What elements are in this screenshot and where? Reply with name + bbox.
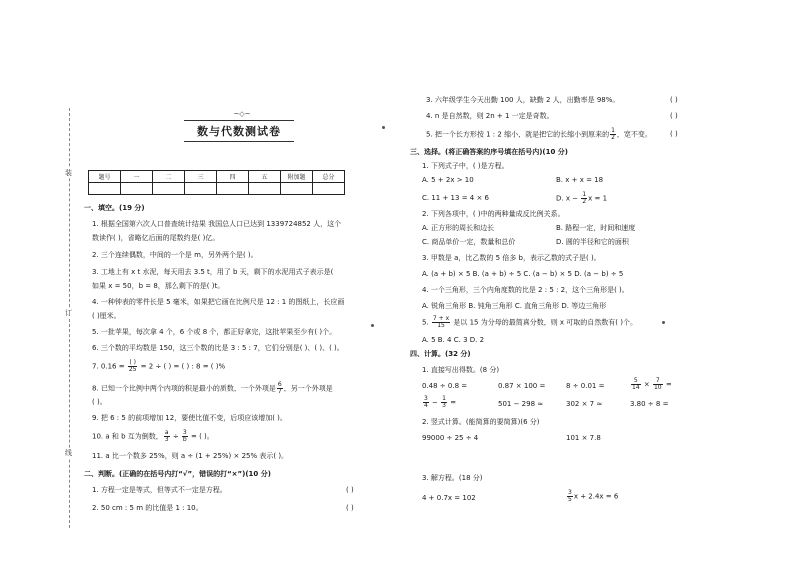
choice-4: 4. 一个三角形，三个内角度数的比是 2 : 5 : 2，这个三角形是( )。 <box>422 286 629 294</box>
question-4-line-1: 4. 一种钟表的零件长是 5 毫米，如果把它画在比例尺是 12 : 1 的图纸上，长应画 <box>92 298 345 306</box>
fraction-denominator: 4 <box>424 402 428 409</box>
fraction-numerator: 1 <box>442 395 446 402</box>
choice-3: 3. 甲数是 a，比乙数的 5 倍多 b，表示乙数的式子是( )。 <box>422 254 601 262</box>
score-table-header: 题号 <box>89 171 121 183</box>
section-4-title: 四、计算。(32 分) <box>410 350 471 358</box>
fraction <box>567 490 573 503</box>
score-cell[interactable] <box>121 183 153 195</box>
question-4-line-2: ( )厘米。 <box>92 312 121 320</box>
question-8-line-2: ( )。 <box>92 398 107 406</box>
judge-5-suffix: ，宽不变。 <box>616 130 652 139</box>
scan-dot <box>662 321 665 324</box>
calc-item <box>422 396 456 409</box>
operator: − <box>429 398 441 407</box>
fraction <box>441 396 447 409</box>
equals: = <box>447 398 457 407</box>
right-column <box>410 92 724 552</box>
fraction-denominator: 25 <box>128 366 137 373</box>
choice-1-option-d <box>556 192 607 205</box>
fraction-denominator: 2 <box>582 198 587 205</box>
question-6: 6. 三个数的平均数是 150，这三个数的比是 3 : 5 : 7，它们分别是( )、( )、( )。 <box>92 344 344 352</box>
question-7-prefix: 7. 0.16 = <box>92 362 127 371</box>
question-10-prefix: 10. a 和 b 互为倒数， <box>92 432 163 441</box>
choice-5-prefix: 5. <box>422 318 431 327</box>
score-cell[interactable] <box>185 183 217 195</box>
question-9: 9. 把 6 : 5 的前项增加 12，要使比值不变，后项应该增加( )。 <box>92 414 287 422</box>
fraction-numerator: 1 <box>611 127 615 134</box>
fraction-numerator: 3 <box>568 489 572 496</box>
fraction-denominator: b <box>182 436 187 443</box>
calc-1-title: 1. 直接写出得数。(8 分) <box>422 366 500 374</box>
choice-5-fraction <box>432 316 450 329</box>
calc-item: 8 ÷ 0.01 = <box>566 382 605 390</box>
calc-item: 0.48 ÷ 0.8 = <box>422 382 468 390</box>
question-11: 11. a 比一个数多 25%，则 a ÷ (1 + 25%) × 25% 表示( )。 <box>92 452 289 460</box>
answer-paren[interactable]: ( ) <box>670 96 678 104</box>
judge-5 <box>426 128 652 141</box>
choice-5-options: A. 5 B. 4 C. 3 D. 2 <box>422 336 485 344</box>
section-3-title: 三、选择。(将正确答案的序号填在括号内)(10 分) <box>410 148 568 156</box>
fraction-numerator: 7 <box>653 378 663 385</box>
question-7-suffix: = 2 ÷ ( ) = ( ) : 8 = ( )% <box>138 362 226 371</box>
score-cell[interactable] <box>217 183 249 195</box>
fraction-denominator: 10 <box>653 384 662 391</box>
judge-3: 3. 六年级学生今天出勤 100 人，缺勤 2 人，出勤率是 98%。 <box>426 96 620 104</box>
choice-3-options: A. (a + b) × 5 B. (a + b) ÷ 5 C. (a − b) × 5 D. (a − b) ÷ 5 <box>422 270 624 278</box>
question-10-fraction-2 <box>182 430 188 443</box>
answer-paren[interactable]: ( ) <box>346 486 354 494</box>
question-10 <box>92 430 214 443</box>
fraction-denominator: 15 <box>437 322 445 329</box>
score-cell[interactable] <box>89 183 121 195</box>
score-table-score-row <box>89 183 345 195</box>
answer-paren[interactable]: ( ) <box>670 112 678 120</box>
calc-item: 302 × 7 ≈ <box>566 400 603 408</box>
fraction-numerator: 3 <box>182 429 187 436</box>
fraction-numerator: 3 <box>424 395 428 402</box>
calc-2-title: 2. 竖式计算。(能简算的要简算)(6 分) <box>422 418 540 426</box>
choice-1: 1. 下列式子中，( )是方程。 <box>422 162 509 170</box>
question-3-line-2: 如果 x = 50，b = 8，那么剩下的是( )t。 <box>92 282 225 290</box>
option-d-fraction <box>581 192 587 205</box>
fraction <box>423 396 429 409</box>
choice-5 <box>422 316 637 329</box>
question-3-line-1: 3. 工地上有 x t 水泥，每天用去 3.5 t，用了 b 天，剩下的水泥用式子表示是( <box>92 268 334 276</box>
scan-dot <box>382 126 385 129</box>
equation-a: 4 + 0.7x = 102 <box>422 494 476 502</box>
score-table-header: 三 <box>185 171 217 183</box>
calc-2-item-a: 99000 ÷ 25 ÷ 4 <box>422 434 479 442</box>
choice-2-option-a: A. 正方形的周长和边长 <box>422 224 495 232</box>
option-d-suffix: x = 1 <box>588 194 608 203</box>
option-d-prefix: D. x − <box>556 194 581 203</box>
question-10-fraction-1 <box>164 430 170 443</box>
fraction-numerator: 6 <box>277 381 282 388</box>
binding-margin <box>62 108 78 528</box>
calc-item: 3.80 ÷ 8 = <box>630 400 669 408</box>
binding-mark: 订 <box>65 309 72 317</box>
score-table-header-row <box>89 171 345 183</box>
fraction-numerator: 7 + x <box>432 315 450 322</box>
page-title: 数与代数测试卷 <box>184 120 294 142</box>
question-2: 2. 三个连续偶数，中间的一个是 m，另外两个是( )。 <box>92 251 258 259</box>
calc-item: 501 − 298 ≈ <box>498 400 544 408</box>
calc-item <box>630 378 672 391</box>
fraction-numerator: a <box>164 429 169 436</box>
scan-dot <box>371 324 374 327</box>
judge-1: 1. 方程一定是等式，但等式不一定是方程。 <box>92 486 227 494</box>
score-table-header: 五 <box>249 171 281 183</box>
fraction-numerator: 5 <box>631 378 641 385</box>
fraction <box>631 378 641 391</box>
answer-paren[interactable]: ( ) <box>670 130 678 138</box>
score-cell[interactable] <box>153 183 185 195</box>
score-table <box>88 170 345 195</box>
answer-paren[interactable]: ( ) <box>346 504 354 512</box>
question-8-line-1 <box>92 382 333 395</box>
choice-2-option-b: B. 路程一定，时间和速度 <box>556 224 636 232</box>
judge-5-fraction <box>610 128 616 141</box>
choice-1-option-a: A. 5 + 2x > 10 <box>422 176 474 184</box>
fraction-denominator: 7 <box>277 388 282 395</box>
score-table-header: 四 <box>217 171 249 183</box>
title-ornament: ~◇~ <box>233 110 251 118</box>
fraction-denominator: 2 <box>611 134 615 141</box>
question-5: 5. 一批苹果，每次拿 4 个，6 个或 8 个，都正好拿完，这批苹果至少有( )个。 <box>92 328 337 336</box>
fraction-numerator: 1 <box>582 191 587 198</box>
question-1-line-2: 数读作( )，省略亿后面的尾数约是( )亿。 <box>92 234 220 242</box>
binding-mark: 线 <box>65 449 72 457</box>
fraction-denominator: 5 <box>568 496 572 503</box>
binding-mark: 装 <box>65 169 72 177</box>
judge-2: 2. 50 cm : 5 m 的比值是 1 : 10。 <box>92 504 203 512</box>
score-table-header: 总分 <box>313 171 345 183</box>
calc-3-title: 3. 解方程。(18 分) <box>422 474 483 482</box>
question-7-fraction <box>128 360 138 373</box>
question-10-suffix: = ( )。 <box>188 432 214 441</box>
score-cell[interactable] <box>313 183 345 195</box>
choice-5-suffix: 是以 15 为分母的最简真分数，则 x 可取的自然数有( )个。 <box>451 318 637 327</box>
choice-2-option-c: C. 商品单价一定，数量和总价 <box>422 238 516 246</box>
operator: × <box>641 380 652 389</box>
question-8-fraction <box>277 382 283 395</box>
question-8-suffix: ，另一个外项是 <box>283 384 333 393</box>
equation-b-suffix: x + 2.4x = 6 <box>573 492 619 501</box>
choice-1-option-c: C. 11 + 13 = 4 × 6 <box>422 194 490 202</box>
choice-2-option-d: D. 圆的半径和它的面积 <box>556 238 629 246</box>
fraction-numerator: ( ) <box>129 359 136 366</box>
score-cell[interactable] <box>281 183 313 195</box>
score-table-header: 二 <box>153 171 185 183</box>
fraction-denominator: 3 <box>164 436 169 443</box>
fraction-denominator: 14 <box>632 384 640 391</box>
question-7 <box>92 360 225 373</box>
score-cell[interactable] <box>249 183 281 195</box>
judge-4: 4. n 是自然数，则 2n + 1 一定是奇数。 <box>426 112 554 120</box>
calc-2-item-b: 101 × 7.8 <box>566 434 601 442</box>
score-table-header: 一 <box>121 171 153 183</box>
equation-b <box>566 490 618 503</box>
score-table-header: 附加题 <box>281 171 313 183</box>
left-column <box>84 100 380 550</box>
equals: = <box>663 380 672 389</box>
fraction <box>653 378 663 391</box>
fraction-denominator: 3 <box>442 402 446 409</box>
question-1-line-1: 1. 根据全国第六次人口普查统计结果 我国总人口已达到 1339724852 人，这个 <box>92 220 342 228</box>
question-10-operator: ÷ <box>170 432 181 441</box>
section-1-title: 一、填空。(19 分) <box>84 204 145 212</box>
question-8-prefix: 8. 已知一个比例中两个内项的积是最小的质数，一个外项是 <box>92 384 276 393</box>
section-2-title: 二、判断。(正确的在括号内打“√”，错误的打“×”)(10 分) <box>84 470 271 478</box>
choice-4-options: A. 锐角三角形 B. 钝角三角形 C. 直角三角形 D. 等边三角形 <box>422 302 607 310</box>
calc-item: 0.87 × 100 = <box>498 382 546 390</box>
judge-5-prefix: 5. 把一个长方形按 1 : 2 缩小，就是把它的长缩小到原来的 <box>426 130 610 139</box>
choice-1-option-b: B. x + x = 18 <box>556 176 604 184</box>
choice-2: 2. 下列各项中，( )中的两种量成反比例关系。 <box>422 210 565 218</box>
